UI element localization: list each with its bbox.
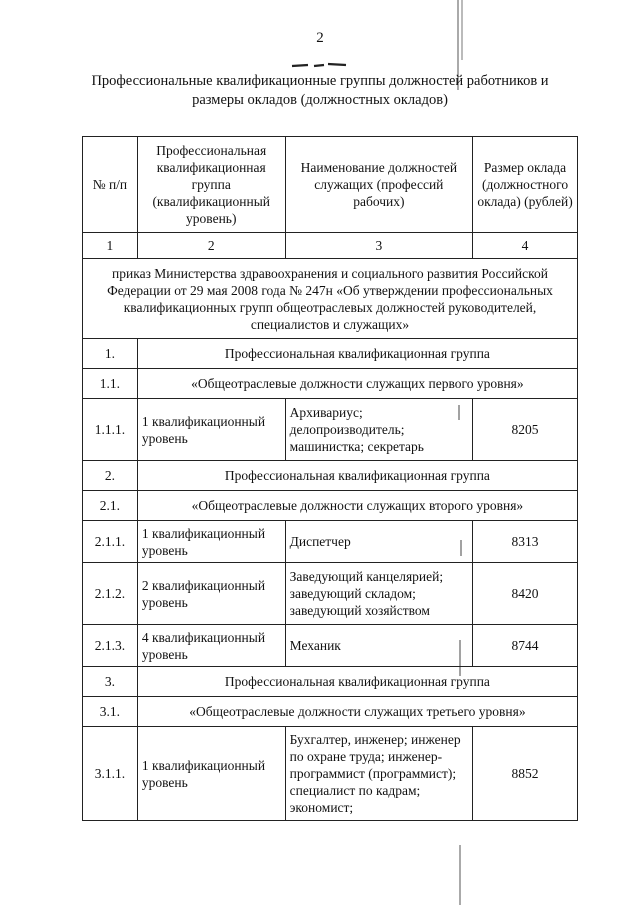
qualification-level: 2 квалификационный уровень: [137, 563, 285, 625]
qualification-level: 1 квалификационный уровень: [137, 521, 285, 563]
column-number: 2: [137, 233, 285, 259]
header-group: Профессиональная квалификационная группа (квалификационный уровень): [137, 137, 285, 233]
position-names: Бухгалтер, инженер; инженер по охране труда; инженер-программист (программист); специалист по кадрам; экономист;: [285, 727, 472, 821]
salary-table: [82, 136, 578, 821]
order-row: [83, 259, 578, 339]
row-number: 2.1.2.: [83, 563, 138, 625]
group-name: «Общеотраслевые должности служащих второго уровня»: [137, 491, 577, 521]
group-name: «Общеотраслевые должности служащих третьего уровня»: [137, 697, 577, 727]
position-names: Механик: [285, 625, 472, 667]
salary-value: 8420: [473, 563, 578, 625]
header-salary: Размер оклада (должностного оклада) (рублей): [473, 137, 578, 233]
salary-value: 8313: [473, 521, 578, 563]
group-name: «Общеотраслевые должности служащих первого уровня»: [137, 369, 577, 399]
header-number: № п/п: [83, 137, 138, 233]
row-number: 2.: [83, 461, 138, 491]
row-number: 2.1.3.: [83, 625, 138, 667]
column-number: 3: [285, 233, 472, 259]
row-number: 3.1.1.: [83, 727, 138, 821]
table-row: [83, 399, 578, 461]
group-name: Профессиональная квалификационная группа: [137, 667, 577, 697]
column-number: 4: [473, 233, 578, 259]
qualification-level: 4 квалификационный уровень: [137, 625, 285, 667]
qualification-level: 1 квалификационный уровень: [137, 399, 285, 461]
table-row: [83, 697, 578, 727]
position-names: Архивариус; делопроизводитель; машинистка; секретарь: [285, 399, 472, 461]
table-row: [83, 727, 578, 821]
table-row: [83, 521, 578, 563]
title-line-1: Профессиональные квалификационные группы должностей работников и: [91, 73, 549, 89]
row-number: 3.: [83, 667, 138, 697]
row-number: 1.1.: [83, 369, 138, 399]
group-name: Профессиональная квалификационная группа: [137, 339, 577, 369]
table-row: [83, 563, 578, 625]
scan-mark-top: [290, 60, 350, 70]
column-number-row: [83, 233, 578, 259]
qualification-level: 1 квалификационный уровень: [137, 727, 285, 821]
order-text: приказ Министерства здравоохранения и социального развития Российской Федерации от 29 мая 2008 года № 247н «Об утверждении профессиональных квалификационных групп общеотраслевых должностей руководителей, специалистов и служащих»: [83, 259, 578, 339]
table-row: [83, 339, 578, 369]
row-number: 2.1.1.: [83, 521, 138, 563]
position-names: Диспетчер: [285, 521, 472, 563]
salary-value: 8744: [473, 625, 578, 667]
group-name: Профессиональная квалификационная группа: [137, 461, 577, 491]
row-number: 2.1.: [83, 491, 138, 521]
table-row: [83, 667, 578, 697]
table-row: [83, 491, 578, 521]
table-row: [83, 461, 578, 491]
salary-value: 8205: [473, 399, 578, 461]
position-names: Заведующий канцелярией; заведующий складом; заведующий хозяйством: [285, 563, 472, 625]
table-row: [83, 369, 578, 399]
row-number: 1.1.1.: [83, 399, 138, 461]
row-number: 3.1.: [83, 697, 138, 727]
page-number: 2: [316, 30, 324, 46]
header-positions: Наименование должностей служащих (профессий рабочих): [285, 137, 472, 233]
table-row: [83, 625, 578, 667]
table-header-row: [83, 137, 578, 233]
row-number: 1.: [83, 339, 138, 369]
column-number: 1: [83, 233, 138, 259]
document-title: [60, 72, 580, 110]
salary-value: 8852: [473, 727, 578, 821]
title-line-2: размеры окладов (должностных окладов): [192, 92, 448, 108]
